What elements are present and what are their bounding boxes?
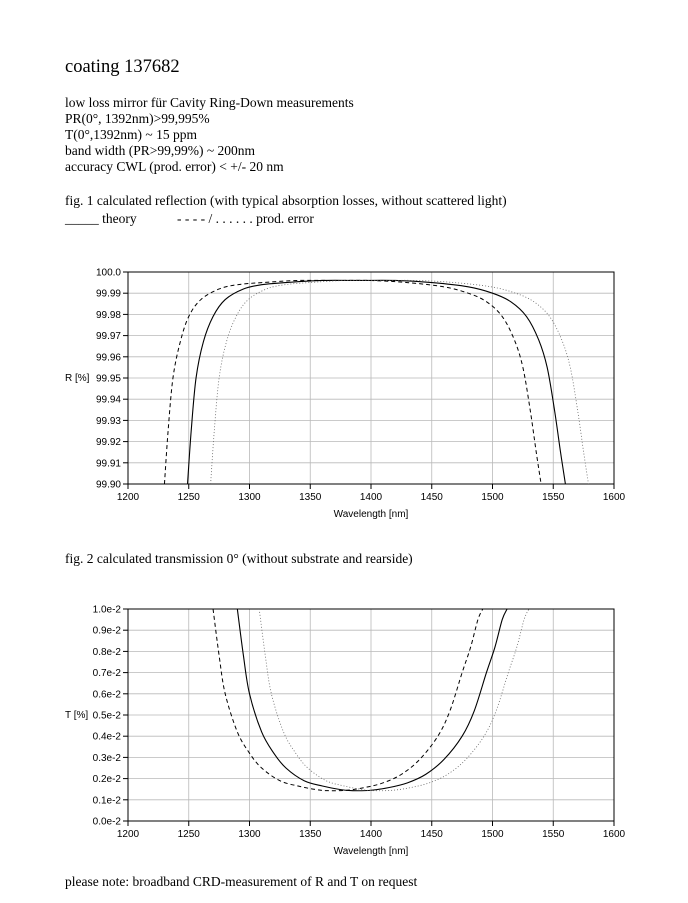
series-prod-error-dashed-line (213, 609, 483, 791)
figure-2-caption: fig. 2 calculated transmission 0° (without substrate and rearside) (65, 551, 413, 566)
figure-1-caption: fig. 1 calculated reflection (with typical absorption losses, without scattered light) (65, 193, 507, 208)
x-tick-label: 1350 (299, 829, 322, 840)
x-tick-label: 1350 (299, 492, 322, 503)
y-tick-label: 99.96 (95, 352, 121, 364)
y-tick-label: 0.4e-2 (92, 731, 121, 743)
series-prod-error-dotted-line (259, 609, 529, 791)
y-tick-label: 0.3e-2 (92, 752, 121, 764)
reflection-chart (0, 255, 688, 525)
y-tick-label: 99.98 (95, 309, 121, 321)
footnote: please note: broadband CRD-measurement of R and T on request (65, 874, 418, 889)
y-tick-label: 99.93 (95, 415, 121, 427)
x-tick-label: 1550 (542, 829, 565, 840)
x-tick-label: 1400 (359, 492, 383, 503)
chart-grid (128, 609, 614, 821)
y-tick-label: 99.90 (95, 479, 121, 491)
x-axis-label: Wavelength [nm] (333, 509, 409, 520)
y-tick-label: 0.6e-2 (92, 689, 121, 701)
y-tick-label: 1.0e-2 (92, 604, 121, 616)
document-title: coating 137682 (65, 57, 180, 77)
figure-1-legend (65, 211, 314, 259)
x-tick-label: 1500 (481, 492, 504, 503)
x-tick-label: 1300 (238, 829, 261, 840)
y-tick-label: 99.91 (95, 458, 121, 470)
series-prod-error-dashed-line (164, 280, 541, 484)
y-tick-label: 99.97 (95, 331, 121, 343)
description-line-4: band width (PR>99,99%) ~ 200nm (65, 143, 256, 158)
x-tick-label: 1200 (116, 829, 140, 840)
x-tick-label: 1600 (602, 492, 626, 503)
series-group (164, 280, 588, 484)
description-line-1: low loss mirror für Cavity Ring-Down measurements (65, 95, 354, 110)
y-tick-label: 0.8e-2 (92, 646, 121, 658)
y-axis-label: R [%] (65, 373, 90, 384)
y-tick-label: 0.9e-2 (92, 625, 121, 637)
y-tick-label: 0.1e-2 (92, 795, 121, 807)
description-line-2: PR(0°, 1392nm)>99,995% (65, 111, 210, 126)
x-tick-label: 1200 (116, 492, 140, 503)
description-line-5: accuracy CWL (prod. error) < +/- 20 nm (65, 159, 284, 174)
y-tick-label: 0.7e-2 (92, 668, 121, 680)
x-tick-label: 1300 (238, 492, 261, 503)
x-tick-label: 1250 (177, 829, 200, 840)
y-tick-label: 99.94 (95, 394, 121, 406)
y-tick-label: 0.0e-2 (92, 816, 121, 828)
x-tick-label: 1400 (359, 829, 383, 840)
y-tick-label: 99.92 (95, 437, 121, 449)
series-theory-line (237, 609, 507, 791)
x-tick-label: 1450 (420, 492, 443, 503)
legend-theory: _____ theory (65, 211, 137, 226)
y-tick-label: 99.99 (95, 288, 121, 300)
series-prod-error-dotted-line (211, 280, 589, 484)
y-tick-label: 100.0 (95, 267, 121, 279)
x-tick-label: 1250 (177, 492, 200, 503)
x-tick-label: 1500 (481, 829, 504, 840)
legend-prod-error: - - - - / . . . . . . prod. error (177, 211, 314, 226)
x-tick-label: 1600 (602, 829, 626, 840)
transmission-chart (0, 592, 688, 862)
x-axis-label: Wavelength [nm] (333, 846, 409, 857)
description-line-3: T(0°,1392nm) ~ 15 ppm (65, 127, 197, 142)
y-tick-label: 99.95 (95, 373, 121, 385)
x-tick-label: 1550 (542, 492, 565, 503)
y-axis-label: T [%] (65, 710, 89, 721)
y-tick-label: 0.2e-2 (92, 774, 121, 786)
series-theory-line (188, 280, 566, 484)
x-tick-label: 1450 (420, 829, 443, 840)
y-tick-label: 0.5e-2 (92, 710, 121, 722)
chart-grid (128, 272, 614, 484)
